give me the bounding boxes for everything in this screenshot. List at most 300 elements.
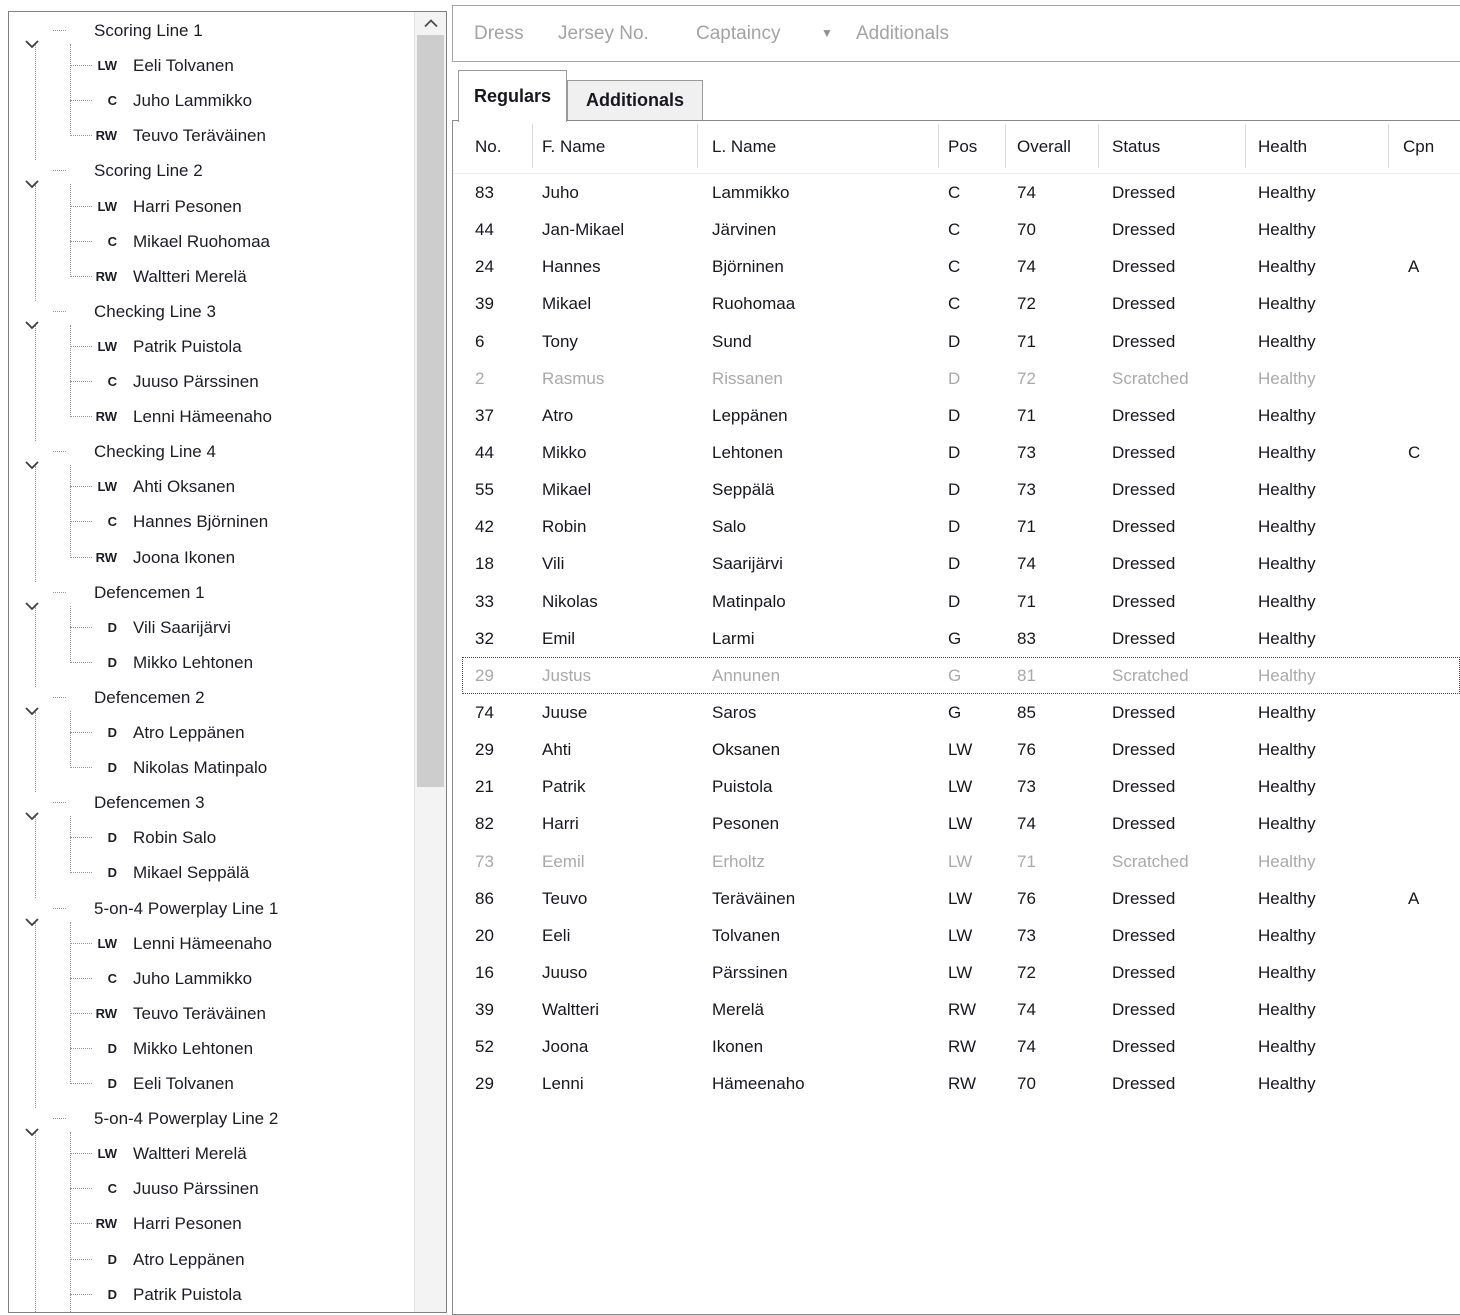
cell-overall: 71	[1017, 406, 1036, 425]
cell-first: Mikael	[542, 294, 592, 313]
cell-status: Dressed	[1112, 889, 1176, 908]
cell-status: Dressed	[1112, 406, 1176, 425]
table-row[interactable]	[462, 731, 1460, 768]
cell-first: Atro	[542, 406, 574, 425]
lines-tree	[9, 12, 413, 1312]
cell-no: 6	[475, 332, 485, 351]
table-header	[453, 121, 1460, 174]
position-label: D	[107, 655, 117, 670]
table-row[interactable]	[462, 768, 1460, 805]
cell-first: Emil	[542, 629, 576, 648]
cell-overall: 73	[1017, 480, 1036, 499]
cell-last: Seppälä	[712, 480, 775, 499]
cell-health: Healthy	[1258, 926, 1316, 945]
cell-health: Healthy	[1258, 1074, 1316, 1093]
position-label: D	[107, 725, 117, 740]
cell-pos: LW	[948, 963, 973, 982]
tree-group-label: Scoring Line 2	[94, 161, 203, 180]
tree-player-name: Mikko Lehtonen	[133, 1039, 254, 1058]
column-separator	[1388, 124, 1389, 168]
cell-status: Dressed	[1112, 220, 1176, 239]
roster-table	[452, 120, 1460, 1315]
cell-no: 55	[475, 480, 494, 499]
cell-overall: 70	[1017, 220, 1036, 239]
cell-health: Healthy	[1258, 777, 1316, 796]
cell-health: Healthy	[1258, 852, 1316, 871]
cell-last: Saros	[712, 703, 757, 722]
cell-first: Hannes	[542, 257, 601, 276]
column-separator	[1005, 124, 1006, 168]
column-separator	[532, 124, 533, 168]
cell-no: 29	[475, 740, 494, 759]
cell-health: Healthy	[1258, 740, 1316, 759]
cell-last: Järvinen	[712, 220, 777, 239]
cell-no: 44	[475, 220, 494, 239]
table-row[interactable]	[462, 583, 1460, 620]
cell-last: Saarijärvi	[712, 554, 783, 573]
cell-status: Scratched	[1112, 852, 1189, 871]
chevron-down-icon[interactable]	[24, 588, 40, 598]
cell-pos: C	[948, 257, 961, 276]
table-row[interactable]	[462, 360, 1460, 397]
table-row[interactable]	[462, 1065, 1460, 1102]
cell-first: Jan-Mikael	[542, 220, 625, 239]
cell-status: Dressed	[1112, 332, 1176, 351]
tree-player-name: Nikolas Matinpalo	[133, 758, 268, 777]
cell-no: 52	[475, 1037, 494, 1056]
tab-regulars[interactable]: Regulars	[458, 70, 567, 122]
cell-no: 74	[475, 703, 494, 722]
tree-group-label: 5-on-4 Powerplay Line 1	[94, 899, 279, 918]
cell-overall: 74	[1017, 183, 1036, 202]
table-row[interactable]	[462, 843, 1460, 880]
cell-first: Joona	[542, 1037, 589, 1056]
position-label: D	[107, 620, 117, 635]
column-header-status[interactable]: Status	[1112, 137, 1161, 156]
caret-down-icon[interactable]: ▼	[821, 26, 833, 40]
column-separator	[1245, 124, 1246, 168]
table-row[interactable]	[462, 657, 1460, 694]
cell-overall: 74	[1017, 554, 1036, 573]
position-label: D	[107, 1076, 117, 1091]
tree-player-name: Atro Leppänen	[133, 1250, 245, 1269]
chevron-down-icon[interactable]	[24, 693, 40, 703]
chevron-up-icon	[423, 19, 439, 28]
captaincy-button[interactable]: Captaincy	[696, 23, 781, 44]
tree-player-name: Eeli Tolvanen	[133, 56, 234, 75]
cell-last: Leppänen	[712, 406, 788, 425]
lines-tree-panel	[8, 11, 447, 1313]
cell-first: Juuso	[542, 963, 588, 982]
position-label: C	[107, 374, 117, 389]
cell-overall: 74	[1017, 814, 1036, 833]
tree-group-row[interactable]	[9, 294, 413, 329]
chevron-down-icon[interactable]	[24, 307, 40, 317]
cell-no: 82	[475, 814, 494, 833]
position-label: C	[107, 1181, 117, 1196]
tree-group-row[interactable]	[9, 680, 413, 715]
tree-group-label: Defencemen 3	[94, 793, 205, 812]
cell-cpn: A	[1408, 889, 1420, 908]
table-row[interactable]	[462, 620, 1460, 657]
column-header-health[interactable]: Health	[1258, 137, 1308, 156]
tree-player-name: Patrik Puistola	[133, 337, 242, 356]
position-label: RW	[95, 128, 117, 143]
tree-player-name: Juuso Pärssinen	[133, 1179, 259, 1198]
tree-player-name: Eeli Tolvanen	[133, 1074, 234, 1093]
tree-player-name: Ahti Oksanen	[133, 477, 236, 496]
position-label: RW	[95, 269, 117, 284]
table-row[interactable]	[462, 323, 1460, 360]
tree-player-name: Harri Pesonen	[133, 197, 242, 216]
cell-first: Eemil	[542, 852, 585, 871]
cell-last: Hämeenaho	[712, 1074, 805, 1093]
position-label: D	[107, 760, 117, 775]
actions-toolbar	[452, 5, 1460, 62]
cell-pos: RW	[948, 1037, 977, 1056]
table-row[interactable]	[462, 954, 1460, 991]
cell-health: Healthy	[1258, 369, 1316, 388]
cell-last: Matinpalo	[712, 592, 786, 611]
cell-last: Sund	[712, 332, 752, 351]
cell-overall: 85	[1017, 703, 1036, 722]
cell-pos: D	[948, 369, 961, 388]
position-label: RW	[95, 550, 117, 565]
tree-branch-line	[70, 184, 71, 277]
cell-health: Healthy	[1258, 1037, 1316, 1056]
cell-status: Dressed	[1112, 777, 1176, 796]
tree-branch-line	[70, 606, 71, 663]
tree-branch-line	[70, 711, 71, 768]
cell-first: Mikko	[542, 443, 587, 462]
cell-health: Healthy	[1258, 183, 1316, 202]
tree-branch-line	[70, 44, 71, 136]
table-row[interactable]	[462, 1028, 1460, 1065]
cell-pos: LW	[948, 889, 973, 908]
cell-no: 21	[475, 777, 494, 796]
cell-status: Scratched	[1112, 666, 1189, 685]
table-row[interactable]	[462, 211, 1460, 248]
cell-last: Larmi	[712, 629, 755, 648]
position-label: D	[107, 830, 117, 845]
cell-overall: 71	[1017, 517, 1036, 536]
tree-group-row[interactable]	[9, 785, 413, 820]
cell-pos: C	[948, 220, 961, 239]
table-row[interactable]	[462, 397, 1460, 434]
position-label: RW	[95, 409, 117, 424]
tree-player-name: Teuvo Teräväinen	[133, 1004, 266, 1023]
tree-player-name: Joona Ikonen	[133, 548, 236, 567]
position-label: D	[107, 1252, 117, 1267]
table-row[interactable]	[462, 805, 1460, 842]
tree-group-label: Checking Line 4	[94, 442, 216, 461]
cell-last: Ruohomaa	[712, 294, 796, 313]
tree-root-line	[35, 712, 36, 792]
scroll-up-button[interactable]	[415, 12, 446, 34]
position-label: LW	[97, 199, 117, 214]
cell-status: Dressed	[1112, 592, 1176, 611]
cell-first: Patrik	[542, 777, 586, 796]
cell-first: Juuse	[542, 703, 588, 722]
tree-connector	[53, 30, 66, 31]
cell-overall: 71	[1017, 852, 1036, 871]
tree-group-row[interactable]	[9, 434, 413, 469]
tree-player-name: Waltteri Merelä	[133, 267, 247, 286]
cell-pos: D	[948, 480, 961, 499]
cell-first: Lenni	[542, 1074, 584, 1093]
column-separator	[938, 124, 939, 168]
cell-status: Dressed	[1112, 554, 1176, 573]
cell-last: Teräväinen	[712, 889, 796, 908]
cell-first: Mikael	[542, 480, 592, 499]
tree-scrollbar[interactable]	[414, 12, 446, 1312]
cell-first: Ahti	[542, 740, 572, 759]
tree-player-name: Robin Salo	[133, 828, 217, 847]
cell-no: 44	[475, 443, 494, 462]
tree-player-name: Vili Saarijärvi	[133, 618, 231, 637]
position-label: LW	[97, 936, 117, 951]
column-header-pos[interactable]: Pos	[948, 137, 978, 156]
cell-last: Lehtonen	[712, 443, 783, 462]
cell-overall: 71	[1017, 332, 1036, 351]
position-label: RW	[95, 1006, 117, 1021]
cell-last: Björninen	[712, 257, 784, 276]
cell-no: 24	[475, 257, 494, 276]
cell-overall: 73	[1017, 777, 1036, 796]
cell-no: 86	[475, 889, 494, 908]
table-row[interactable]	[462, 508, 1460, 545]
cell-first: Robin	[542, 517, 587, 536]
dress-button[interactable]: Dress	[474, 23, 524, 44]
tree-player-name: Hannes Björninen	[133, 512, 269, 531]
cell-cpn: A	[1408, 257, 1420, 276]
cell-no: 18	[475, 554, 494, 573]
tree-player-name: Juho Lammikko	[133, 969, 253, 988]
table-row[interactable]	[462, 880, 1460, 917]
cell-pos: LW	[948, 852, 973, 871]
cell-no: 39	[475, 294, 494, 313]
tree-group-label: Checking Line 3	[94, 302, 216, 321]
cell-status: Dressed	[1112, 814, 1176, 833]
cell-overall: 72	[1017, 294, 1036, 313]
cell-overall: 72	[1017, 369, 1036, 388]
cell-pos: D	[948, 332, 961, 351]
tree-player-name: Juuso Pärssinen	[133, 372, 259, 391]
cell-pos: D	[948, 443, 961, 462]
scrollbar-thumb[interactable]	[417, 35, 444, 787]
tree-player-name: Harri Pesonen	[133, 1214, 242, 1233]
cell-overall: 73	[1017, 443, 1036, 462]
cell-no: 37	[475, 406, 494, 425]
cell-overall: 76	[1017, 889, 1036, 908]
cell-health: Healthy	[1258, 517, 1316, 536]
position-label: LW	[97, 479, 117, 494]
table-row[interactable]	[462, 248, 1460, 285]
cell-no: 33	[475, 592, 494, 611]
cell-no: 2	[475, 369, 485, 388]
cell-health: Healthy	[1258, 480, 1316, 499]
column-separator	[1098, 124, 1099, 168]
table-row[interactable]	[462, 174, 1460, 211]
table-body	[453, 174, 1460, 1314]
cell-no: 32	[475, 629, 494, 648]
cell-status: Dressed	[1112, 1000, 1176, 1019]
cell-health: Healthy	[1258, 554, 1316, 573]
cell-pos: G	[948, 703, 962, 722]
cell-last: Erholtz	[712, 852, 765, 871]
tree-connector	[53, 170, 66, 171]
cell-pos: D	[948, 554, 961, 573]
cell-first: Tony	[542, 332, 578, 351]
cell-status: Dressed	[1112, 963, 1176, 982]
table-row[interactable]	[462, 434, 1460, 471]
chevron-down-icon[interactable]	[24, 26, 40, 36]
cell-last: Rissanen	[712, 369, 783, 388]
cell-overall: 73	[1017, 926, 1036, 945]
column-header-last[interactable]: L. Name	[712, 137, 777, 156]
cell-pos: D	[948, 517, 961, 536]
tree-group-row[interactable]	[9, 575, 413, 610]
cell-health: Healthy	[1258, 1000, 1316, 1019]
cell-health: Healthy	[1258, 666, 1316, 685]
cell-no: 39	[475, 1000, 494, 1019]
cell-status: Dressed	[1112, 629, 1176, 648]
cell-health: Healthy	[1258, 814, 1316, 833]
cell-first: Waltteri	[542, 1000, 599, 1019]
table-row[interactable]	[462, 694, 1460, 731]
tree-connector	[53, 451, 66, 452]
tree-root-line	[35, 607, 36, 687]
cell-first: Juho	[542, 183, 579, 202]
cell-last: Puistola	[712, 777, 773, 796]
tree-root-line	[35, 466, 36, 582]
position-label: C	[107, 93, 117, 108]
cell-status: Dressed	[1112, 480, 1176, 499]
tree-player-name: Lenni Hämeenaho	[133, 407, 272, 426]
cell-last: Salo	[712, 517, 747, 536]
cell-health: Healthy	[1258, 443, 1316, 462]
position-label: C	[107, 514, 117, 529]
tree-root-line	[35, 817, 36, 898]
table-row[interactable]	[462, 917, 1460, 954]
cell-first: Nikolas	[542, 592, 598, 611]
cell-last: Tolvanen	[712, 926, 781, 945]
position-label: LW	[97, 339, 117, 354]
cell-status: Dressed	[1112, 257, 1176, 276]
cell-health: Healthy	[1258, 703, 1316, 722]
position-label: C	[107, 234, 117, 249]
chevron-down-icon[interactable]	[24, 904, 40, 914]
tree-branch-line	[70, 816, 71, 873]
tree-connector	[53, 697, 66, 698]
cell-last: Merelä	[712, 1000, 764, 1019]
cell-pos: RW	[948, 1074, 977, 1093]
cell-first: Harri	[542, 814, 579, 833]
table-row[interactable]	[462, 285, 1460, 322]
cell-status: Dressed	[1112, 703, 1176, 722]
table-row[interactable]	[462, 471, 1460, 508]
additionals-button[interactable]: Additionals	[856, 23, 949, 44]
cell-overall: 81	[1017, 666, 1036, 685]
cell-pos: G	[948, 629, 962, 648]
position-label: C	[107, 971, 117, 986]
cell-last: Annunen	[712, 666, 781, 685]
tree-branch-line	[70, 922, 71, 1084]
cell-no: 29	[475, 666, 494, 685]
tree-player-name: Mikael Ruohomaa	[133, 232, 271, 251]
cell-last: Pärssinen	[712, 963, 788, 982]
position-label: D	[107, 1041, 117, 1056]
tree-player-name: Atro Leppänen	[133, 723, 245, 742]
tree-group-row[interactable]	[9, 13, 413, 48]
tree-connector	[53, 1118, 66, 1119]
cell-overall: 76	[1017, 740, 1036, 759]
position-label: D	[107, 1287, 117, 1302]
column-header-first[interactable]: F. Name	[542, 137, 606, 156]
chevron-down-icon[interactable]	[24, 447, 40, 457]
table-row[interactable]	[462, 545, 1460, 582]
cell-pos: C	[948, 294, 961, 313]
position-label: RW	[95, 1216, 117, 1231]
column-header-no[interactable]: No.	[475, 137, 502, 156]
cell-status: Dressed	[1112, 517, 1176, 536]
tree-branch-line	[70, 1132, 71, 1312]
cell-last: Oksanen	[712, 740, 781, 759]
cell-first: Vili	[542, 554, 565, 573]
cell-health: Healthy	[1258, 406, 1316, 425]
tree-group-label: 5-on-4 Powerplay Line 2	[94, 1109, 279, 1128]
tree-player-name: Waltteri Merelä	[133, 1144, 247, 1163]
cell-overall: 74	[1017, 257, 1036, 276]
tree-connector	[53, 908, 66, 909]
column-header-overall[interactable]: Overall	[1017, 137, 1071, 156]
column-header-cpn[interactable]: Cpn	[1403, 137, 1435, 156]
cell-pos: LW	[948, 814, 973, 833]
cell-first: Justus	[542, 666, 592, 685]
tree-root-line	[35, 45, 36, 160]
cell-cpn: C	[1408, 443, 1421, 462]
tree-group-row[interactable]	[9, 1101, 413, 1136]
cell-status: Dressed	[1112, 1037, 1176, 1056]
tree-connector	[53, 802, 66, 803]
tree-group-label: Defencemen 1	[94, 583, 205, 602]
cell-status: Scratched	[1112, 369, 1189, 388]
cell-last: Lammikko	[712, 183, 790, 202]
tree-group-label: Defencemen 2	[94, 688, 205, 707]
jersey-no-button[interactable]: Jersey No.	[558, 23, 649, 44]
tree-connector	[53, 592, 66, 593]
tree-root-line	[35, 1133, 36, 1312]
chevron-down-icon[interactable]	[24, 1114, 40, 1124]
cell-health: Healthy	[1258, 332, 1316, 351]
cell-health: Healthy	[1258, 889, 1316, 908]
tree-player-name: Mikael Seppälä	[133, 863, 250, 882]
cell-pos: D	[948, 406, 961, 425]
tab-additionals[interactable]: Additionals	[567, 80, 703, 120]
chevron-down-icon[interactable]	[24, 166, 40, 176]
cell-overall: 74	[1017, 1037, 1036, 1056]
tree-group-row[interactable]	[9, 153, 413, 188]
cell-pos: D	[948, 592, 961, 611]
cell-overall: 70	[1017, 1074, 1036, 1093]
chevron-down-icon[interactable]	[24, 798, 40, 808]
cell-status: Dressed	[1112, 1074, 1176, 1093]
tree-group-row[interactable]	[9, 891, 413, 926]
cell-pos: C	[948, 183, 961, 202]
table-row[interactable]	[462, 991, 1460, 1028]
tree-player-name: Patrik Puistola	[133, 1285, 242, 1304]
cell-overall: 71	[1017, 592, 1036, 611]
